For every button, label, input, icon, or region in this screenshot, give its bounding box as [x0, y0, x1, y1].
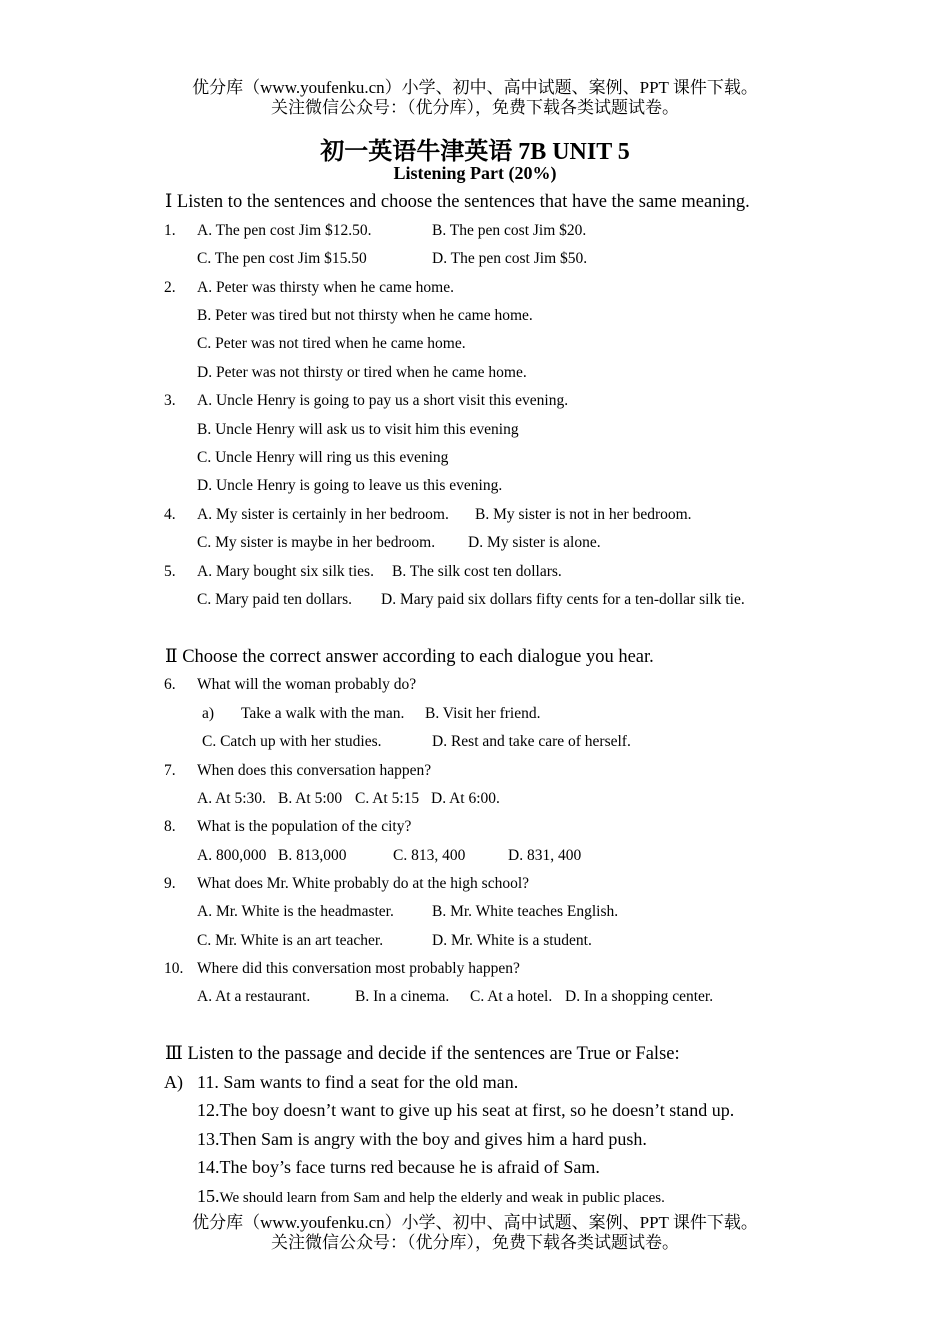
q4-option-c: C. My sister is maybe in her bedroom.	[197, 534, 436, 551]
q6-label: a)	[202, 705, 215, 722]
q8-option-a: A. 800,000	[197, 847, 267, 864]
footer-line-1: 优分库（www.youfenku.cn）小学、初中、高中试题、案例、PPT 课件下载。	[192, 1213, 758, 1232]
q9-option-a: A. Mr. White is the headmaster.	[197, 903, 394, 920]
q5-option-d: D. Mary paid six dollars fifty cents for a ten-dollar silk tie.	[381, 591, 745, 608]
statement-11: 11. Sam wants to find a seat for the old man.	[197, 1072, 519, 1092]
q8-option-b: B. 813,000	[278, 847, 347, 864]
q4-option-d: D. My sister is alone.	[468, 534, 601, 551]
q7-number: 7.	[164, 762, 176, 779]
q10-number: 10.	[164, 960, 184, 977]
q7-question: When does this conversation happen?	[197, 762, 432, 779]
q9-option-b: B. Mr. White teaches English.	[432, 903, 619, 920]
statement-15-text: We should learn from Sam and help the elderly and weak in public places.	[219, 1190, 665, 1206]
q3-number: 3.	[164, 392, 176, 409]
q10-option-a: A. At a restaurant.	[197, 988, 311, 1005]
statement-12: 12.The boy doesn’t want to give up his seat at first, so he doesn’t stand up.	[197, 1100, 735, 1120]
q8-option-d: D. 831, 400	[508, 847, 582, 864]
q5-number: 5.	[164, 563, 176, 580]
q6-option-a: Take a walk with the man.	[241, 705, 405, 722]
page-subtitle: Listening Part (20%)	[393, 163, 557, 183]
q4-option-a: A. My sister is certainly in her bedroom.	[197, 506, 449, 523]
q5-option-b: B. The silk cost ten dollars.	[392, 563, 562, 580]
part-a-label: A)	[164, 1072, 183, 1092]
q2-number: 2.	[164, 279, 176, 296]
q4-option-b: B. My sister is not in her bedroom.	[475, 506, 692, 523]
q7-option-b: B. At 5:00	[278, 790, 343, 807]
q10-option-c: C. At a hotel.	[470, 988, 553, 1005]
q4-number: 4.	[164, 506, 176, 523]
q9-option-c: C. Mr. White is an art teacher.	[197, 932, 384, 949]
header-line-2: 关注微信公众号：（优分库），免费下载各类试题试卷。	[271, 98, 679, 117]
q1-option-c: C. The pen cost Jim $15.50	[197, 250, 367, 267]
q3-option-a: A. Uncle Henry is going to pay us a short visit this evening.	[197, 392, 569, 409]
q2-option-a: A. Peter was thirsty when he came home.	[197, 279, 454, 296]
q9-question: What does Mr. White probably do at the high school?	[197, 875, 530, 892]
q10-question: Where did this conversation most probably happen?	[197, 960, 520, 977]
q3-option-b: B. Uncle Henry will ask us to visit him this evening	[197, 421, 519, 438]
q3-option-c: C. Uncle Henry will ring us this evening	[197, 449, 449, 466]
q7-option-c: C. At 5:15	[355, 790, 420, 807]
q2-option-b: B. Peter was tired but not thirsty when he came home.	[197, 307, 533, 324]
q6-option-b: B. Visit her friend.	[425, 705, 541, 722]
q6-number: 6.	[164, 676, 176, 693]
q6-option-d: D. Rest and take care of herself.	[432, 733, 631, 750]
section-3-heading: Ⅲ Listen to the passage and decide if the sentences are True or False:	[165, 1044, 680, 1064]
section-1-heading: Ⅰ Listen to the sentences and choose the sentences that have the same meaning.	[165, 192, 750, 212]
statement-15-number: 15.	[197, 1186, 220, 1206]
statement-13: 13.Then Sam is angry with the boy and gives him a hard push.	[197, 1129, 647, 1149]
q1-number: 1.	[164, 222, 176, 239]
q6-option-c: C. Catch up with her studies.	[202, 733, 382, 750]
q5-option-c: C. Mary paid ten dollars.	[197, 591, 352, 608]
section-2-heading: Ⅱ Choose the correct answer according to each dialogue you hear.	[165, 647, 654, 667]
page-title: 初一英语牛津英语 7B UNIT 5	[320, 139, 630, 165]
q8-question: What is the population of the city?	[197, 818, 412, 835]
q5-option-a: A. Mary bought six silk ties.	[197, 563, 374, 580]
footer-line-2: 关注微信公众号：（优分库），免费下载各类试题试卷。	[271, 1233, 679, 1252]
q8-option-c: C. 813, 400	[393, 847, 466, 864]
q1-option-a: A. The pen cost Jim $12.50.	[197, 222, 372, 239]
statement-14: 14.The boy’s face turns red because he is afraid of Sam.	[197, 1157, 600, 1177]
q3-option-d: D. Uncle Henry is going to leave us this evening.	[197, 477, 503, 494]
q2-option-c: C. Peter was not tired when he came home.	[197, 335, 466, 352]
q1-option-d: D. The pen cost Jim $50.	[432, 250, 588, 267]
q1-option-b: B. The pen cost Jim $20.	[432, 222, 587, 239]
q7-option-d: D. At 6:00.	[431, 790, 500, 807]
q6-question: What will the woman probably do?	[197, 676, 417, 693]
q9-number: 9.	[164, 875, 176, 892]
q9-option-d: D. Mr. White is a student.	[432, 932, 592, 949]
q2-option-d: D. Peter was not thirsty or tired when he came home.	[197, 364, 527, 381]
q10-option-d: D. In a shopping center.	[565, 988, 714, 1005]
statement-15	[197, 1186, 665, 1207]
q7-option-a: A. At 5:30.	[197, 790, 266, 807]
header-line-1: 优分库（www.youfenku.cn）小学、初中、高中试题、案例、PPT 课件下载。	[192, 78, 758, 97]
q8-number: 8.	[164, 818, 176, 835]
q10-option-b: B. In a cinema.	[355, 988, 450, 1005]
